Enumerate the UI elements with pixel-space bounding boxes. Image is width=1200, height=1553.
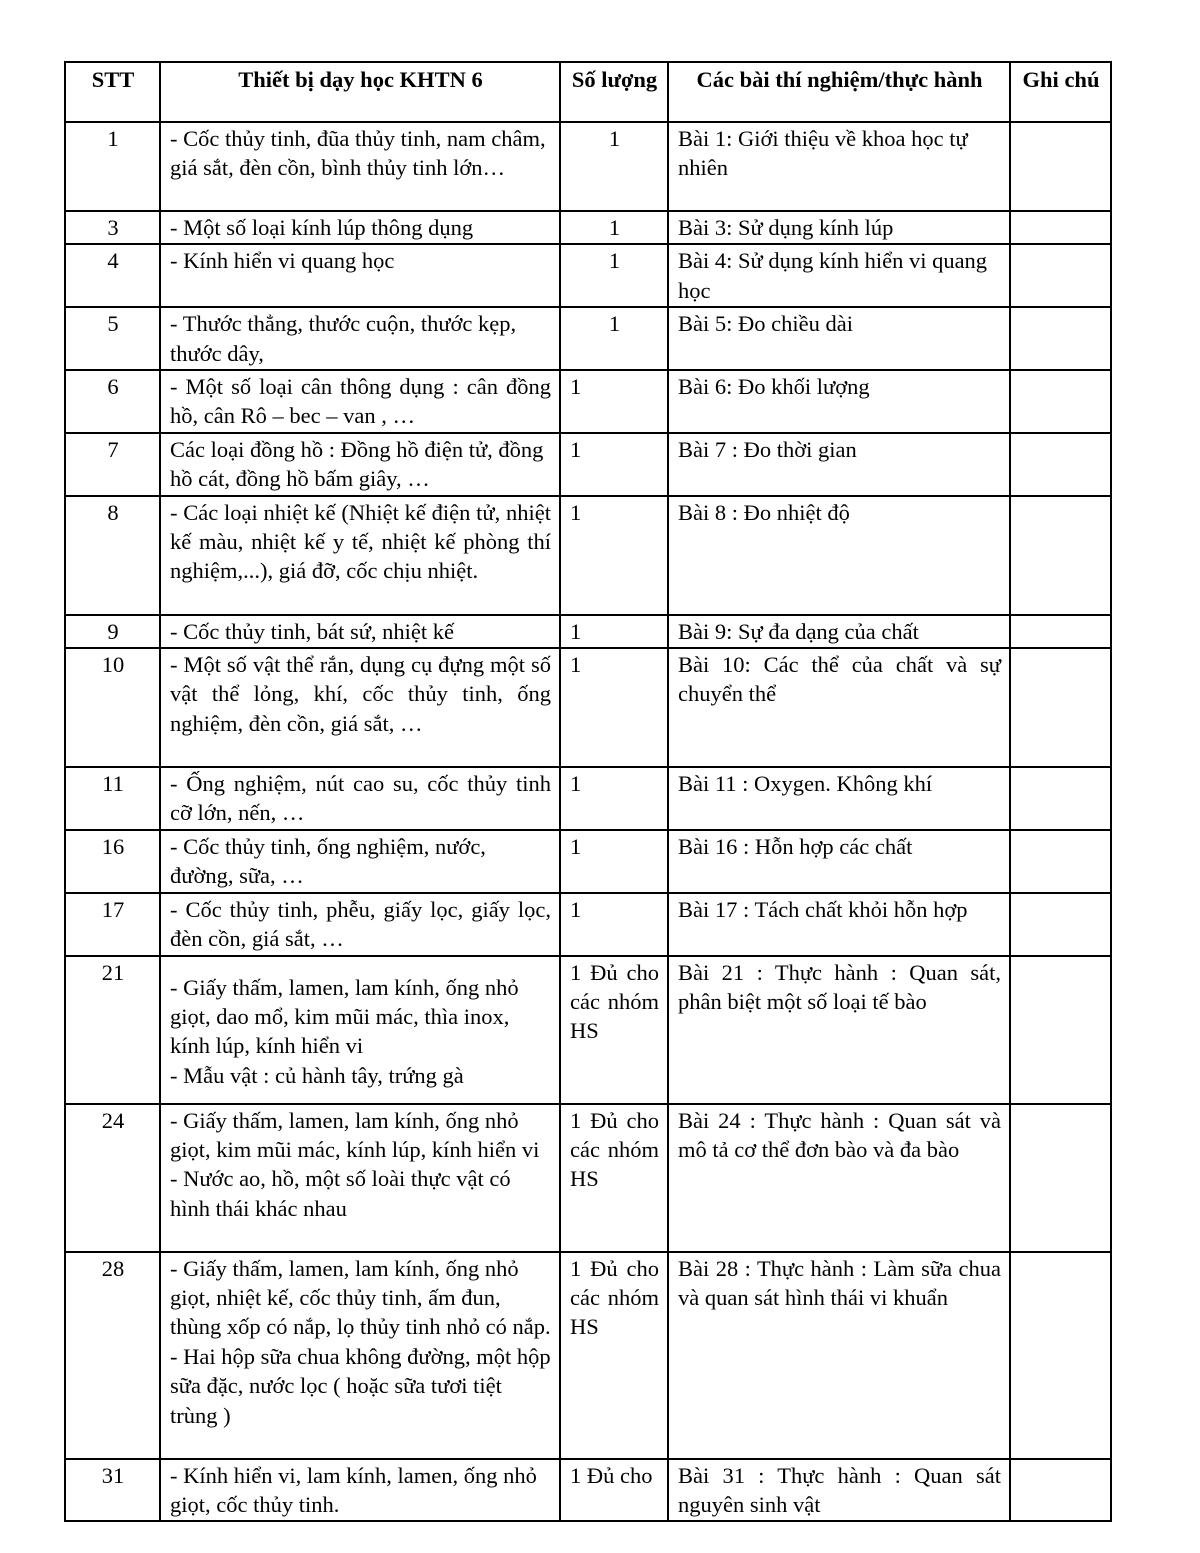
table-row <box>65 1104 1111 1252</box>
cell-quantity: 1 <box>560 767 668 830</box>
cell-lesson: Bài 3: Sử dụng kính lúp <box>668 211 1010 244</box>
cell-note <box>1010 956 1111 1104</box>
cell-equipment <box>160 1252 560 1459</box>
cell-quantity: 1 <box>560 615 668 648</box>
cell-note <box>1010 1459 1111 1522</box>
cell-stt: 4 <box>65 244 160 307</box>
cell-equipment: Các loại đồng hồ : Đồng hồ điện tử, đồng hồ cát, đồng hồ bấm giây, … <box>160 433 560 496</box>
header-row <box>65 62 1111 122</box>
cell-stt: 16 <box>65 830 160 893</box>
cell-equipment: - Một số loại kính lúp thông dụng <box>160 211 560 244</box>
header-quantity: Số lượng <box>560 62 668 122</box>
table-row <box>65 370 1111 433</box>
cell-lesson: Bài 10: Các thể của chất và sự chuyển thể <box>668 648 1010 767</box>
cell-note <box>1010 496 1111 615</box>
cell-note <box>1010 767 1111 830</box>
header-note: Ghi chú <box>1010 62 1111 122</box>
cell-lesson: Bài 5: Đo chiều dài <box>668 307 1010 370</box>
cell-lesson: Bài 28 : Thực hành : Làm sữa chua và quan sát hình thái vi khuẩn <box>668 1252 1010 1459</box>
cell-note <box>1010 615 1111 648</box>
cell-quantity: 1 Đủ cho <box>560 1459 668 1522</box>
cell-equipment: - Một số loại cân thông dụng : cân đồng hồ, cân Rô – bec – van , … <box>160 370 560 433</box>
cell-stt: 1 <box>65 122 160 211</box>
equipment-line: - Mẫu vật : củ hành tây, trứng gà <box>170 1062 464 1088</box>
cell-quantity: 1 <box>560 370 668 433</box>
cell-stt: 31 <box>65 1459 160 1522</box>
cell-equipment: - Cốc thủy tinh, ống nghiệm, nước, đường, sữa, … <box>160 830 560 893</box>
table-row <box>65 830 1111 893</box>
cell-quantity: 1 <box>560 307 668 370</box>
cell-quantity: 1 <box>560 830 668 893</box>
equipment-line: - Giấy thấm, lamen, lam kính, ống nhỏ giọt, nhiệt kế, cốc thủy tinh, ấm đun, thùng xốp có nắp, lọ thủy tinh nhỏ có nắp. <box>170 1255 551 1340</box>
cell-quantity: 1 <box>560 122 668 211</box>
cell-lesson: Bài 17 : Tách chất khỏi hỗn hợp <box>668 893 1010 956</box>
cell-lesson: Bài 6: Đo khối lượng <box>668 370 1010 433</box>
table-row <box>65 122 1111 211</box>
table-row <box>65 211 1111 244</box>
cell-note <box>1010 893 1111 956</box>
cell-lesson: Bài 9: Sự đa dạng của chất <box>668 615 1010 648</box>
cell-stt: 24 <box>65 1104 160 1252</box>
cell-stt: 21 <box>65 956 160 1104</box>
cell-lesson: Bài 24 : Thực hành : Quan sát và mô tả cơ thể đơn bào và đa bào <box>668 1104 1010 1252</box>
table-row <box>65 893 1111 956</box>
cell-stt: 7 <box>65 433 160 496</box>
cell-equipment: - Kính hiển vi quang học <box>160 244 560 307</box>
cell-quantity: 1 Đủ cho các nhóm HS <box>560 956 668 1104</box>
cell-quantity: 1 <box>560 211 668 244</box>
table-row <box>65 767 1111 830</box>
cell-note <box>1010 122 1111 211</box>
cell-equipment: - Cốc thủy tinh, đũa thủy tinh, nam châm, giá sắt, đèn cồn, bình thủy tinh lớn… <box>160 122 560 211</box>
table-row <box>65 1252 1111 1459</box>
cell-stt: 11 <box>65 767 160 830</box>
table-row <box>65 433 1111 496</box>
header-stt: STT <box>65 62 160 122</box>
equipment-line: - Giấy thấm, lamen, lam kính, ống nhỏ giọt, dao mổ, kim mũi mác, thìa inox, kính lúp, kính hiển vi <box>170 974 519 1059</box>
equipment-line: - Nước ao, hồ, một số loài thực vật có hình thái khác nhau <box>170 1166 511 1221</box>
cell-note <box>1010 830 1111 893</box>
cell-lesson: Bài 8 : Đo nhiệt độ <box>668 496 1010 615</box>
cell-note <box>1010 370 1111 433</box>
cell-stt: 3 <box>65 211 160 244</box>
cell-stt: 6 <box>65 370 160 433</box>
table-row <box>65 956 1111 1104</box>
cell-equipment: - Cốc thủy tinh, bát sứ, nhiệt kế <box>160 615 560 648</box>
cell-quantity: 1 <box>560 496 668 615</box>
cell-lesson: Bài 7 : Đo thời gian <box>668 433 1010 496</box>
cell-lesson: Bài 4: Sử dụng kính hiển vi quang học <box>668 244 1010 307</box>
cell-stt: 5 <box>65 307 160 370</box>
table-row <box>65 244 1111 307</box>
equipment-line: - Hai hộp sữa chua không đường, một hộp sữa đặc, nước lọc ( hoặc sữa tươi tiệt trùng ) <box>170 1343 551 1428</box>
cell-quantity: 1 <box>560 433 668 496</box>
cell-equipment <box>160 956 560 1104</box>
cell-note <box>1010 648 1111 767</box>
cell-equipment: - Một số vật thể rắn, dụng cụ đựng một số vật thể lỏng, khí, cốc thủy tinh, ống nghiệm, đèn cồn, giá sắt, … <box>160 648 560 767</box>
cell-stt: 17 <box>65 893 160 956</box>
cell-equipment: - Các loại nhiệt kế (Nhiệt kế điện tử, nhiệt kế màu, nhiệt kế y tế, nhiệt kế phòng thí nghiệm,...), giá đỡ, cốc chịu nhiệt. <box>160 496 560 615</box>
cell-note <box>1010 307 1111 370</box>
cell-quantity: 1 <box>560 893 668 956</box>
equipment-table <box>64 61 1112 1522</box>
cell-lesson: Bài 11 : Oxygen. Không khí <box>668 767 1010 830</box>
table-row <box>65 615 1111 648</box>
cell-equipment <box>160 1104 560 1252</box>
cell-equipment: - Thước thẳng, thước cuộn, thước kẹp, thước dây, <box>160 307 560 370</box>
cell-stt: 8 <box>65 496 160 615</box>
cell-note <box>1010 1104 1111 1252</box>
table-row <box>65 1459 1111 1522</box>
cell-equipment: - Cốc thủy tinh, phễu, giấy lọc, giấy lọc, đèn cồn, giá sắt, … <box>160 893 560 956</box>
header-equipment: Thiết bị dạy học KHTN 6 <box>160 62 560 122</box>
cell-note <box>1010 211 1111 244</box>
cell-stt: 9 <box>65 615 160 648</box>
cell-note <box>1010 1252 1111 1459</box>
cell-note <box>1010 244 1111 307</box>
cell-quantity: 1 <box>560 244 668 307</box>
cell-stt: 10 <box>65 648 160 767</box>
cell-note <box>1010 433 1111 496</box>
table-row <box>65 307 1111 370</box>
table-row <box>65 648 1111 767</box>
table-row <box>65 496 1111 615</box>
cell-lesson: Bài 21 : Thực hành : Quan sát, phân biệt một số loại tế bào <box>668 956 1010 1104</box>
cell-stt: 28 <box>65 1252 160 1459</box>
cell-equipment: - Ống nghiệm, nút cao su, cốc thủy tinh cỡ lớn, nến, … <box>160 767 560 830</box>
equipment-line: - Giấy thấm, lamen, lam kính, ống nhỏ giọt, kim mũi mác, kính lúp, kính hiển vi <box>170 1107 540 1162</box>
cell-quantity: 1 Đủ cho các nhóm HS <box>560 1252 668 1459</box>
cell-lesson: Bài 16 : Hỗn hợp các chất <box>668 830 1010 893</box>
cell-equipment: - Kính hiển vi, lam kính, lamen, ống nhỏ giọt, cốc thủy tinh. <box>160 1459 560 1522</box>
cell-quantity: 1 <box>560 648 668 767</box>
cell-quantity: 1 Đủ cho các nhóm HS <box>560 1104 668 1252</box>
cell-lesson: Bài 31 : Thực hành : Quan sát nguyên sinh vật <box>668 1459 1010 1522</box>
header-lessons: Các bài thí nghiệm/thực hành <box>668 62 1010 122</box>
cell-lesson: Bài 1: Giới thiệu về khoa học tự nhiên <box>668 122 1010 211</box>
